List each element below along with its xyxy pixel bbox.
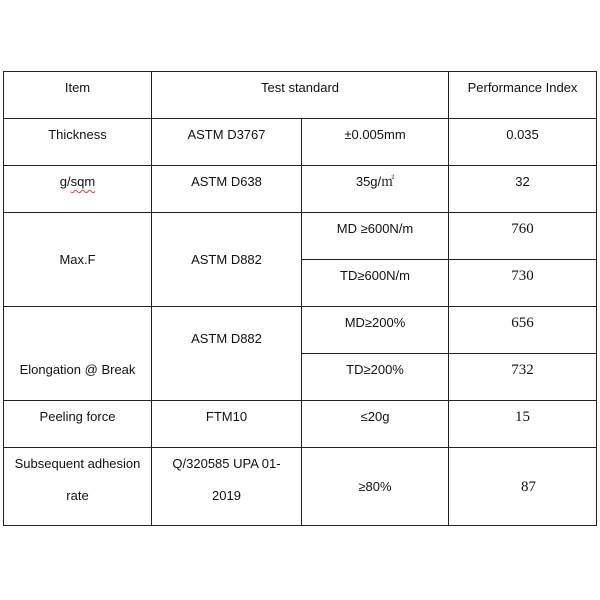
table-row [4, 448, 597, 526]
value-cell [449, 448, 597, 526]
value-cell [449, 213, 597, 260]
value-cell [449, 166, 597, 213]
standard-label-line2: 2019 [212, 488, 241, 503]
requirement-td-label: TD≥200% [346, 362, 404, 377]
item-cell [4, 119, 152, 166]
standard-label: FTM10 [205, 409, 248, 424]
spellcheck-underlined-word: sqm [70, 174, 96, 189]
value-cell [449, 354, 597, 401]
requirement-cell [302, 401, 449, 448]
item-cell [4, 307, 152, 401]
item-label-prefix: g/ [59, 174, 71, 189]
table-header-row [4, 72, 597, 119]
header-item [4, 72, 152, 119]
value-cell [449, 119, 597, 166]
requirement-label: 35g/㎡ [355, 174, 395, 189]
requirement-cell [302, 166, 449, 213]
table-row [4, 119, 597, 166]
requirement-td-label: TD≥600N/m [340, 268, 410, 283]
requirement-md-label: MD≥200% [344, 315, 406, 330]
header-item-label: Item [64, 80, 91, 95]
item-label [4, 166, 151, 190]
header-performance-index [449, 72, 597, 119]
value-label: 15 [515, 409, 531, 425]
header-test-standard [152, 72, 449, 119]
value-cell [449, 307, 597, 354]
value-md-label: 760 [511, 221, 534, 237]
standard-label: ASTM D638 [191, 174, 262, 189]
value-label: 32 [515, 174, 530, 189]
item-cell [4, 448, 152, 526]
requirement-md-label: MD ≥600N/m [336, 221, 414, 236]
header-test-standard-label: Test standard [260, 80, 340, 95]
standard-cell [152, 213, 302, 307]
requirement-label: ±0.005mm [344, 127, 406, 142]
item-label: Elongation @ Break [19, 362, 136, 377]
table-row [4, 213, 597, 260]
requirement-cell [302, 448, 449, 526]
standard-cell [152, 401, 302, 448]
table-row [4, 166, 597, 213]
requirement-label: ≤20g [360, 409, 390, 424]
standard-cell [152, 448, 302, 526]
standard-label: ASTM D882 [191, 251, 262, 267]
requirement-cell [302, 354, 449, 401]
item-label: Max.F [59, 251, 96, 267]
item-cell [4, 166, 152, 213]
standard-label: ASTM D3767 [187, 127, 266, 142]
standard-cell [152, 119, 302, 166]
header-performance-index-label: Performance Index [467, 80, 578, 95]
standard-label: ASTM D882 [191, 331, 262, 346]
standard-cell [152, 307, 302, 401]
requirement-cell [302, 119, 449, 166]
requirement-cell [302, 260, 449, 307]
performance-spec-table [3, 71, 597, 526]
item-cell [4, 213, 152, 307]
value-td-label: 730 [511, 268, 534, 284]
item-label-line2: rate [66, 488, 89, 503]
value-label: 87 [521, 478, 537, 495]
value-md-label: 656 [511, 315, 534, 331]
value-label: 0.035 [506, 127, 539, 142]
item-label: Thickness [48, 127, 107, 142]
standard-label-line1: Q/320585 UPA 01- [172, 456, 281, 471]
value-cell [449, 401, 597, 448]
requirement-label: ≥80% [358, 478, 392, 494]
requirement-cell [302, 213, 449, 260]
table-row [4, 401, 597, 448]
item-label-line1: Subsequent adhesion [14, 456, 141, 471]
standard-cell [152, 166, 302, 213]
item-cell [4, 401, 152, 448]
item-label: Peeling force [39, 409, 116, 424]
value-td-label: 732 [511, 362, 534, 378]
requirement-cell [302, 307, 449, 354]
table-row [4, 307, 597, 354]
value-cell [449, 260, 597, 307]
